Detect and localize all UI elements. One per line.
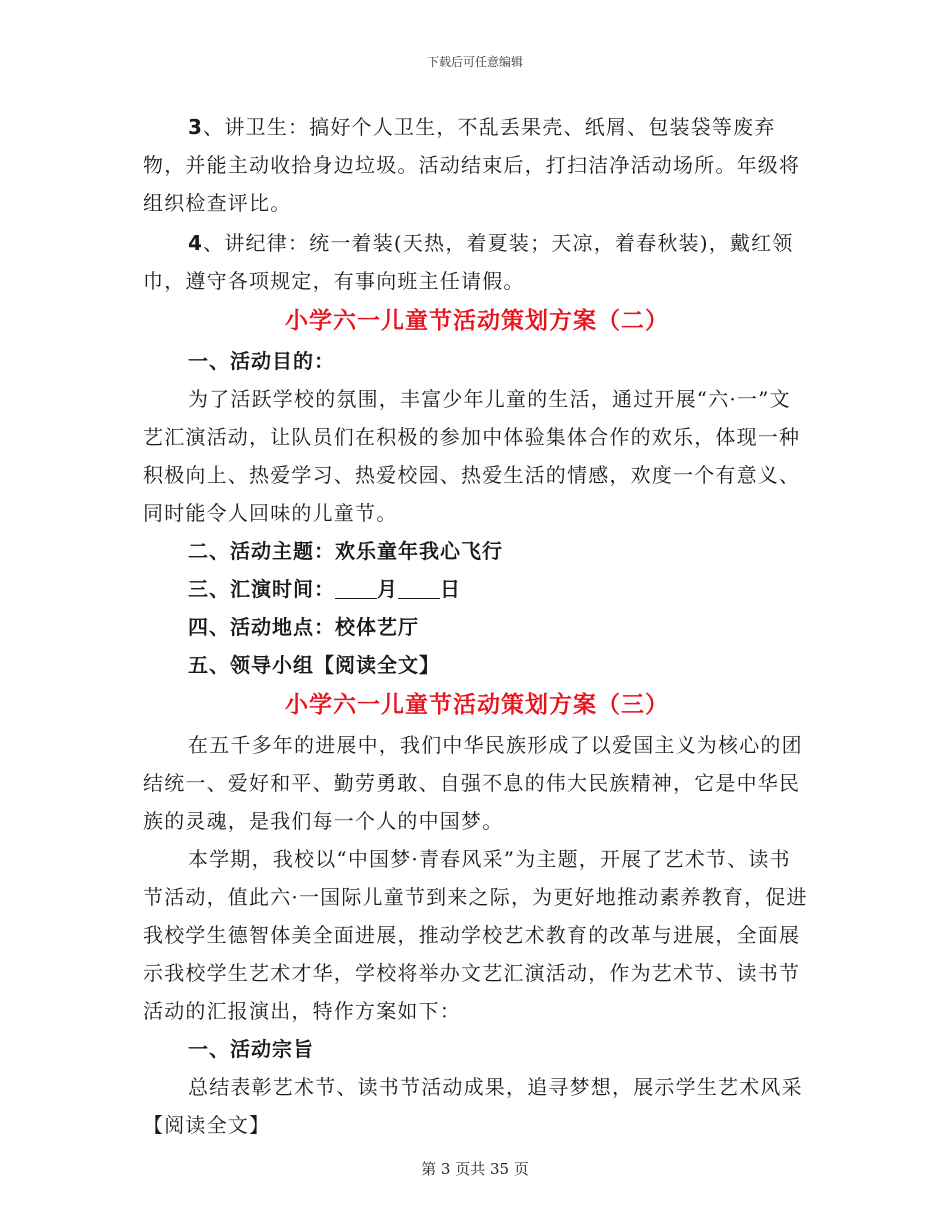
heading-time: 三、汇演时间： 月 日 — [188, 577, 461, 601]
item-number: 4 — [188, 231, 204, 255]
paragraph-discipline — [143, 224, 811, 300]
blank-month — [335, 578, 377, 599]
paragraph-text: 、讲纪律：统一着装(天热，着夏装；天凉，着春秋装)，戴红领巾，遵守各项规定，有事向班主任请假。 — [143, 231, 794, 293]
heading-purpose: 一、活动目的： — [188, 349, 335, 373]
page-footer: 第 3 页共 35 页 — [421, 1160, 529, 1178]
paragraph-aim: 总结表彰艺术节、读书节活动成果，追寻梦想，展示学生艺术风采【阅读全文】 — [143, 1075, 803, 1137]
item-number: 3 — [188, 115, 204, 139]
paragraph-semester: 本学期，我校以“中国梦·青春风采”为主题，开展了艺术节、读书节活动，值此六·一国际儿童节到来之际，为更好地推动素养教育，促进我校学生德智体美全面进展，推动学校艺术教育的改革与进展，全面展示我校学生艺术才华，学校将举办文艺汇演活动，作为艺术节、读书节活动的汇报演出，特作方案如下： — [143, 847, 808, 1023]
heading-aim: 一、活动宗旨 — [188, 1037, 314, 1061]
document-body — [143, 108, 811, 1144]
paragraph-spirit: 在五千多年的进展中，我们中华民族形成了以爱国主义为核心的团结统一、爱好和平、勤劳勇敢、自强不息的伟大民族精神，它是中华民族的灵魂，是我们每一个人的中国梦。 — [143, 733, 803, 833]
paragraph-hygiene — [143, 108, 811, 222]
heading-theme: 二、活动主题：欢乐童年我心飞行 — [188, 539, 503, 563]
heading-leadership: 五、领导小组【阅读全文】 — [188, 653, 440, 677]
section-title-3: 小学六一儿童节活动策划方案（三） — [285, 692, 669, 718]
page-header: 下载后可任意编辑 — [426, 55, 523, 69]
section-title-2: 小学六一儿童节活动策划方案（二） — [285, 308, 669, 334]
blank-day — [398, 578, 440, 599]
paragraph-purpose: 为了活跃学校的氛围，丰富少年儿童的生活，通过开展“六·一”文艺汇演活动，让队员们在积极的参加中体验集体合作的欢乐，体现一种积极向上、热爱学习、热爱校园、热爱生活的情感，欢度一个有意义、同时能令人回味的儿童节。 — [143, 387, 801, 525]
paragraph-text: 、讲卫生：搞好个人卫生，不乱丢果壳、纸屑、包装袋等废弃物，并能主动收拾身边垃圾。活动结束后，打扫洁净活动场所。年级将组织检查评比。 — [143, 115, 801, 215]
heading-location: 四、活动地点：校体艺厅 — [188, 615, 419, 639]
